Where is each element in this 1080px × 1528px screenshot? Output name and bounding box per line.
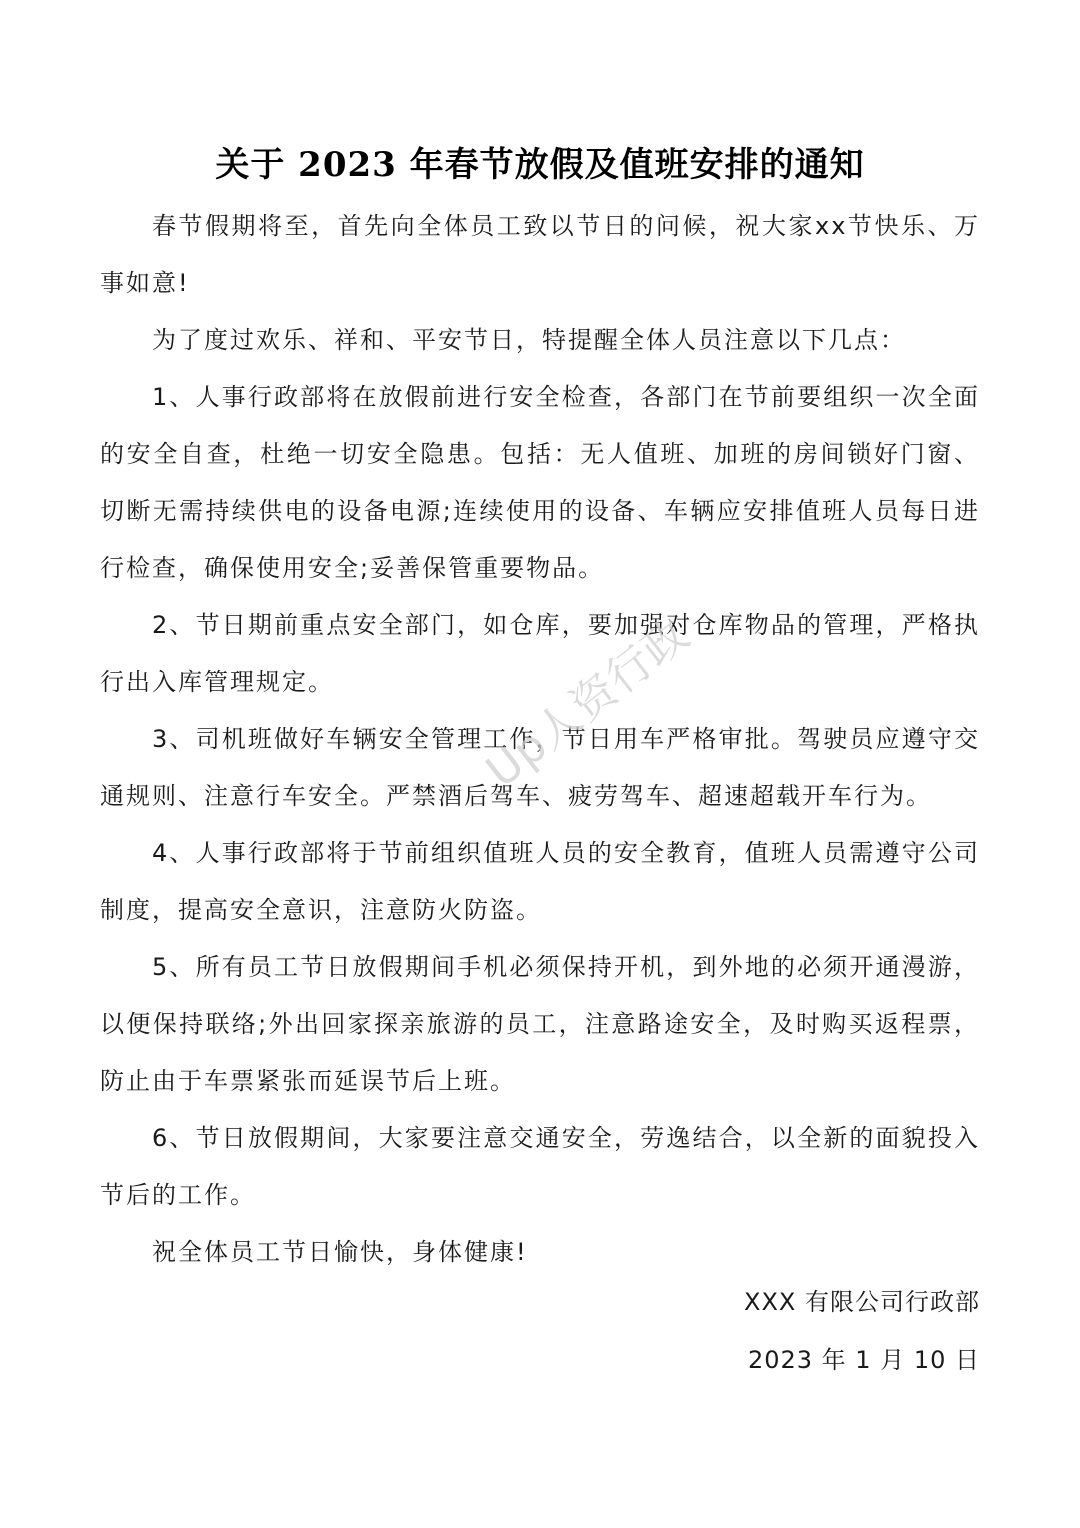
paragraph-item-5: 5、所有员工节日放假期间手机必须保持开机，到外地的必须开通漫游，以便保持联络;外出回家探亲旅游的员工，注意路途安全，及时购买返程票，防止由于车票紧张而延误节后上班。 — [100, 953, 980, 1095]
paragraph-intro: 为了度过欢乐、祥和、平安节日，特提醒全体人员注意以下几点： — [152, 326, 906, 354]
paragraph-item-3: 3、司机班做好车辆安全管理工作，节日用车严格审批。驾驶员应遵守交通规则、注意行车安全。严禁酒后驾车、疲劳驾车、超速超载开车行为。 — [100, 725, 980, 810]
paragraph-item-1: 1、人事行政部将在放假前进行安全检查，各部门在节前要组织一次全面的安全自查，杜绝一切安全隐患。包括：无人值班、加班的房间锁好门窗、切断无需持续供电的设备电源;连续使用的设备、车辆应安排值班人员每日进行检查，确保使用安全;妥善保管重要物品。 — [100, 383, 980, 582]
watermark-text: Up人资行政 — [477, 608, 700, 798]
paragraph-item-2: 2、节日期前重点安全部门，如仓库，要加强对仓库物品的管理，严格执行出入库管理规定。 — [100, 611, 980, 696]
paragraph-item-6: 6、节日放假期间，大家要注意交通安全，劳逸结合，以全新的面貌投入节后的工作。 — [100, 1124, 980, 1209]
document-title: 关于 2023 年春节放假及值班安排的通知 — [215, 145, 865, 185]
paragraph-item-4: 4、人事行政部将于节前组织值班人员的安全教育，值班人员需遵守公司制度，提高安全意识，注意防火防盗。 — [100, 839, 980, 924]
signature-organization: XXX 有限公司行政部 — [744, 1288, 980, 1316]
paragraph-greeting: 春节假期将至，首先向全体员工致以节日的问候，祝大家xx节快乐、万事如意! — [100, 212, 980, 297]
paragraph-closing: 祝全体员工节日愉快，身体健康! — [152, 1238, 528, 1266]
signature-date: 2023 年 1 月 10 日 — [747, 1346, 980, 1374]
